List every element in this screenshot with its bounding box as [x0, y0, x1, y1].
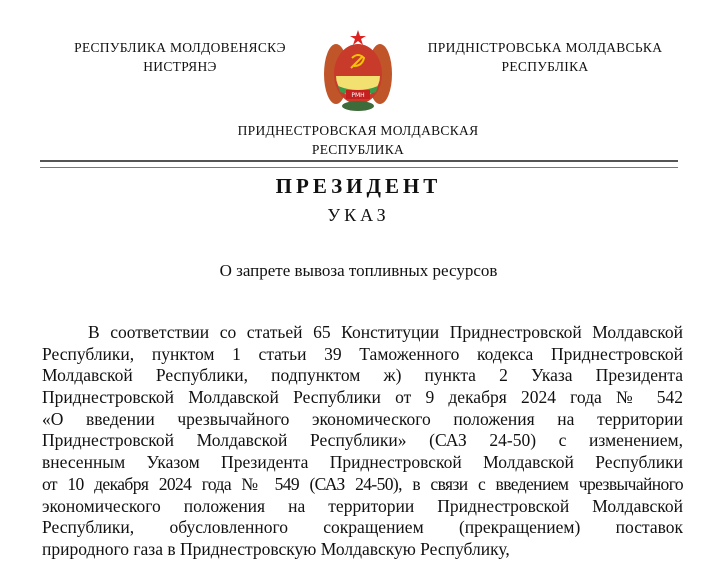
header-left-line: НИСТРЯНЭ [143, 59, 217, 74]
body-line: В соответствии со статьей 65 Конституции Приднестровской Молдавской [88, 322, 683, 342]
document-title: О запрете вывоза топливных ресурсов [219, 261, 498, 280]
body-line: Республики, обусловленного сокращением (прекращением) поставок [42, 517, 683, 538]
header-right-line: ПРИДНІСТРОВСЬКА МОЛДАВСЬКА [427, 40, 663, 55]
body-line: природного газа в Приднестровскую Молдавскую Республику, [42, 538, 510, 559]
header-center-line: ПРИДНЕСТРОВСКАЯ МОЛДАВСКАЯ [237, 123, 479, 138]
body-line: Республики, пунктом 1 статьи 39 Таможенного кодекса Приднестровской [42, 343, 683, 364]
body-line: «О введении чрезвычайного экономического положения на территории [42, 408, 683, 429]
header-center-title [208, 121, 508, 159]
header-divider [40, 160, 678, 168]
body-line: внесенным Указом Президента Приднестровской Молдавской Республики [42, 452, 683, 473]
document-body [42, 322, 683, 561]
header-left-line: РЕСПУБЛИКА МОЛДОВЕНЯСКЭ [74, 40, 286, 55]
document-heading: ПРЕЗИДЕНТ [275, 174, 442, 198]
header-right-line: РЕСПУБЛІКА [501, 59, 589, 74]
header-center-line: РЕСПУБЛИКА [311, 142, 405, 157]
body-line: экономического положения на территории Приднестровской Молдавской [42, 495, 683, 516]
coat-of-arms-emblem [318, 28, 398, 114]
document-type: УКАЗ [327, 205, 390, 225]
svg-text:РМН: РМН [351, 92, 365, 99]
header-left-title [60, 38, 300, 76]
body-line: от 10 декабря 2024 года № 549 (САЗ 24-50), в связи с введением чрезвычайного [42, 473, 683, 494]
body-line: Приднестровской Молдавской Республики от 9 декабря 2024 года № 542 [42, 387, 683, 408]
body-line: Молдавской Республики, подпунктом ж) пункта 2 Указа Президента [42, 365, 683, 386]
body-line: Приднестровской Молдавской Республики» (САЗ 24-50) с изменением, [42, 430, 683, 451]
header-right-title [420, 38, 670, 76]
